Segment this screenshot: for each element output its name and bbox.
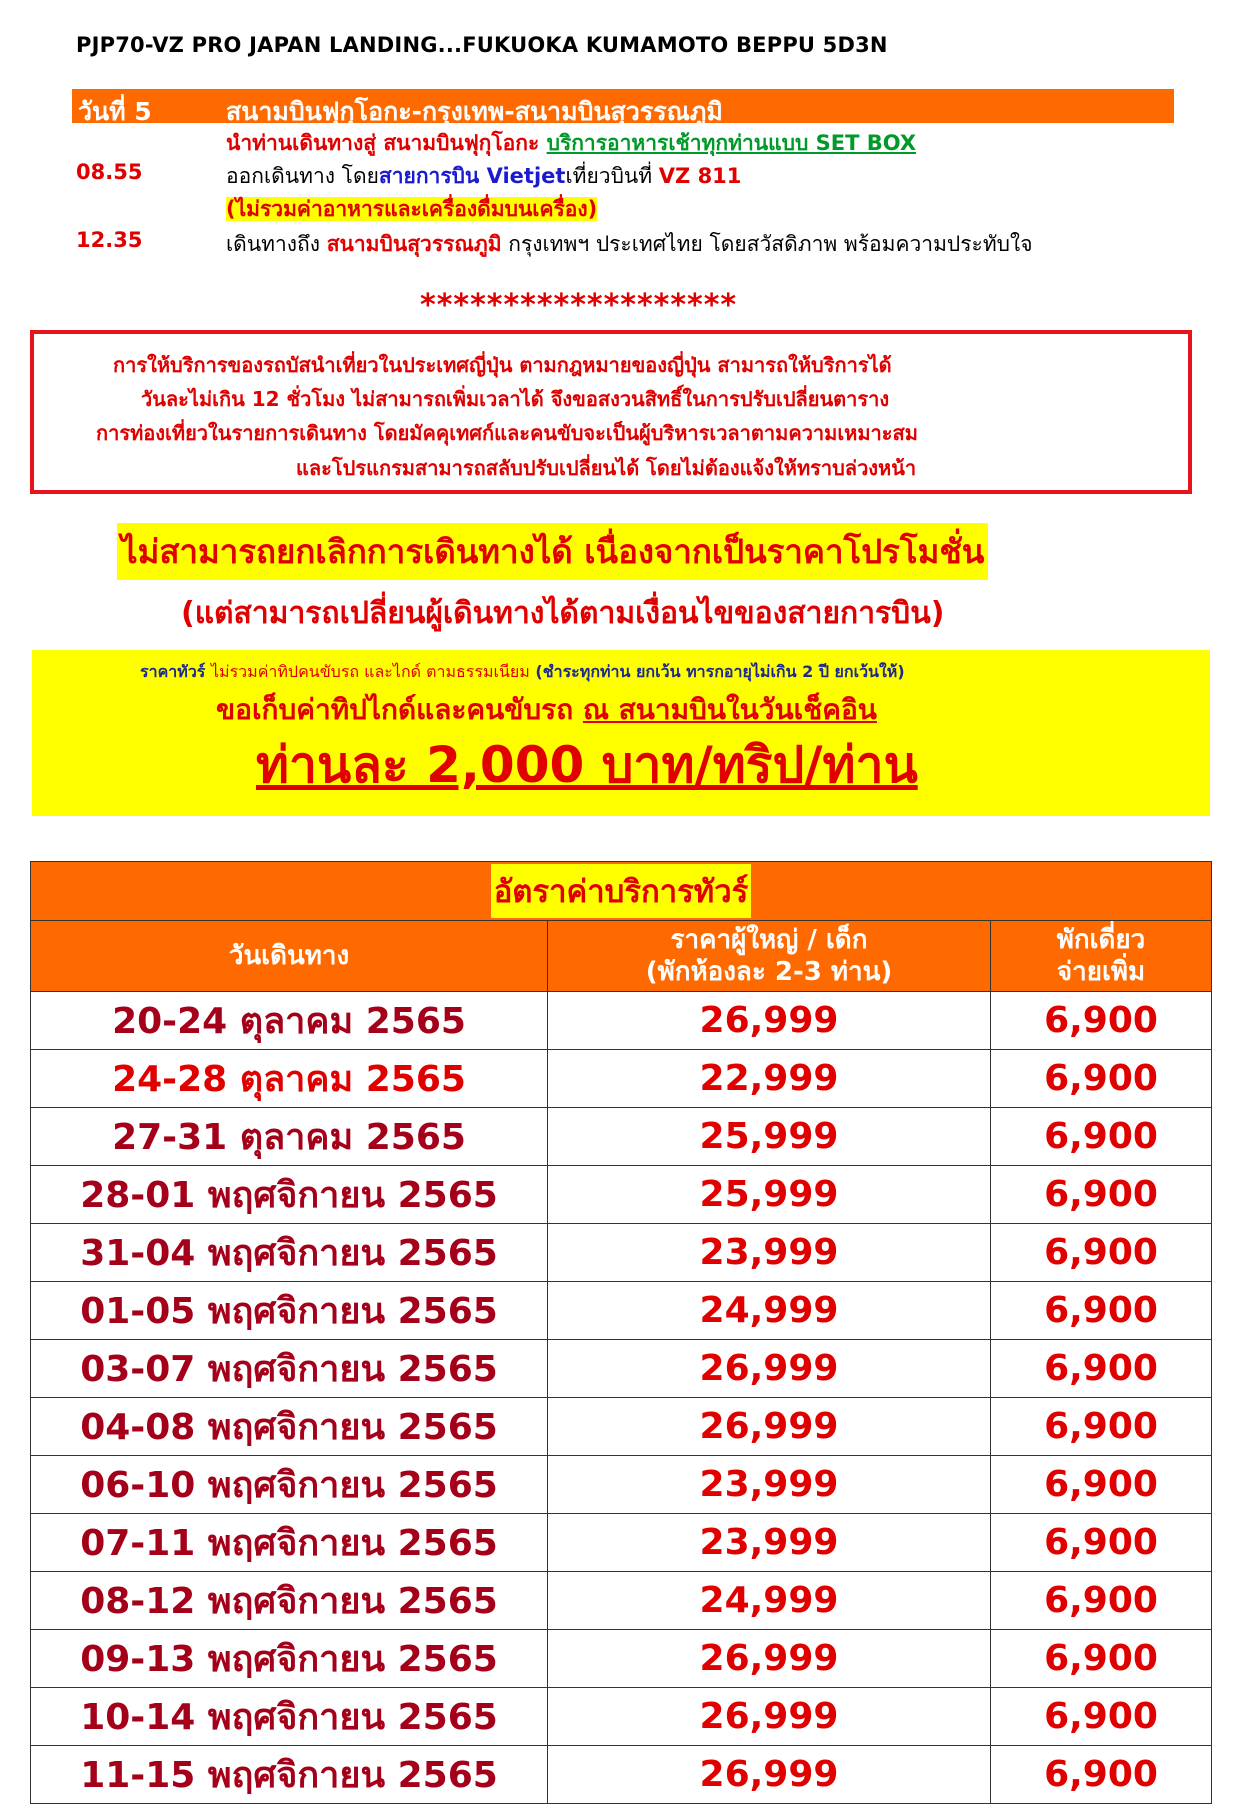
date-cell: 10-14 พฤศจิกายน 2565	[31, 1688, 548, 1746]
day-label: วันที่ 5	[78, 97, 152, 126]
price-cell: 22,999	[548, 1050, 991, 1108]
date-cell: 09-13 พฤศจิกายน 2565	[31, 1630, 548, 1688]
single-supplement-cell: 6,900	[991, 1050, 1212, 1108]
date-cell: 08-12 พฤศจิกายน 2565	[31, 1572, 548, 1630]
itinerary-text: กรุงเทพฯ ประเทศไทย โดยสวัสดิภาพ พร้อมความประทับใจ	[501, 232, 1033, 256]
table-row	[31, 1050, 1212, 1108]
date-cell: 20-24 ตุลาคม 2565	[31, 992, 548, 1050]
notice-line: วันละไม่เกิน 12 ชั่วโมง ไม่สามารถเพิ่มเวลาได้ จึงขอสงวนสิทธิ์ในการปรับเปลี่ยนตาราง	[141, 387, 890, 411]
date-cell: 27-31 ตุลาคม 2565	[31, 1108, 548, 1166]
table-row	[31, 1514, 1212, 1572]
table-row	[31, 1572, 1212, 1630]
departure-time: 08.55	[76, 160, 143, 184]
single-supplement-cell: 6,900	[991, 992, 1212, 1050]
date-cell: 11-15 พฤศจิกายน 2565	[31, 1746, 548, 1804]
notice-line: การท่องเที่ยวในรายการเดินทาง โดยมัคคุเทศก์และคนขับจะเป็นผู้บริหารเวลาตามความเหมาะสม	[96, 421, 918, 445]
table-row	[31, 1630, 1212, 1688]
itinerary-line	[226, 228, 1033, 261]
no-cancel-notice: ไม่สามารถยกเลิกการเดินทางได้ เนื่องจากเป็นราคาโปรโมชั่น	[117, 523, 988, 580]
tip-fine-print-c: (ชำระทุกท่าน ยกเว้น ทารกอายุไม่เกิน 2 ปี ยกเว้นให้)	[529, 662, 905, 681]
header-price	[548, 921, 991, 992]
tip-fine-print	[140, 660, 905, 685]
price-cell: 26,999	[548, 1688, 991, 1746]
tip-fine-print-a: ราคาทัวร์	[140, 662, 211, 681]
single-supplement-cell: 6,900	[991, 1108, 1212, 1166]
price-cell: 26,999	[548, 1746, 991, 1804]
header-price-line1: ราคาผู้ใหญ่ / เด็ก	[670, 925, 868, 955]
notice-line: และโปรแกรมสามารถสลับปรับเปลี่ยนได้ โดยไม่ต้องแจ้งให้ทราบล่วงหน้า	[296, 456, 917, 480]
header-single	[991, 921, 1212, 992]
table-row	[31, 1108, 1212, 1166]
price-cell: 24,999	[548, 1282, 991, 1340]
arrival-airport: สนามบินสุวรรณภูมิ	[326, 232, 502, 256]
itinerary-line	[226, 160, 741, 193]
day-route: สนามบินฟุกุโอกะ-กรุงเทพ-สนามบินสุวรรณภูมิ	[226, 97, 723, 126]
price-cell: 26,999	[548, 1630, 991, 1688]
price-cell: 26,999	[548, 1398, 991, 1456]
meal-exclusion-note: (ไม่รวมค่าอาหารและเครื่องดื่มบนเครื่อง)	[226, 197, 598, 221]
date-cell: 01-05 พฤศจิกายน 2565	[31, 1282, 548, 1340]
single-supplement-cell: 6,900	[991, 1572, 1212, 1630]
tip-collection-a: ขอเก็บค่าทิปไกด์และคนขับรถ	[216, 693, 583, 726]
table-row	[31, 1398, 1212, 1456]
itinerary-text: ออกเดินทาง โดย	[226, 164, 379, 188]
arrival-time: 12.35	[76, 228, 143, 252]
price-cell: 23,999	[548, 1224, 991, 1282]
breakfast-note: บริการอาหารเช้าทุกท่านแบบ SET BOX	[546, 131, 917, 155]
price-cell: 26,999	[548, 1340, 991, 1398]
single-supplement-cell: 6,900	[991, 1688, 1212, 1746]
single-supplement-cell: 6,900	[991, 1630, 1212, 1688]
date-cell: 04-08 พฤศจิกายน 2565	[31, 1398, 548, 1456]
itinerary-text: เที่ยวบินที่	[565, 164, 659, 188]
rate-table-title-cell	[31, 862, 1212, 921]
date-cell: 24-28 ตุลาคม 2565	[31, 1050, 548, 1108]
flight-number: VZ 811	[658, 164, 742, 188]
table-row	[31, 992, 1212, 1050]
change-passenger-note: (แต่สามารถเปลี่ยนผู้เดินทางได้ตามเงื่อนไขของสายการบิน)	[181, 596, 945, 631]
table-row	[31, 1224, 1212, 1282]
date-cell: 03-07 พฤศจิกายน 2565	[31, 1340, 548, 1398]
date-cell: 31-04 พฤศจิกายน 2565	[31, 1224, 548, 1282]
itinerary-text: นำท่านเดินทางสู่ สนามบินฟุกุโอกะ	[226, 131, 547, 155]
notice-line: การให้บริการของรถบัสนำเที่ยวในประเทศญี่ปุ่น ตามกฎหมายของญี่ปุ่น สามารถให้บริการได้	[113, 353, 892, 377]
header-single-line2: จ่ายเพิ่ม	[1056, 957, 1146, 987]
itinerary-line	[226, 193, 597, 226]
single-supplement-cell: 6,900	[991, 1166, 1212, 1224]
rate-table-title: อัตราค่าบริการทัวร์	[491, 864, 752, 918]
separator-stars: *******************	[420, 288, 738, 323]
single-supplement-cell: 6,900	[991, 1282, 1212, 1340]
price-cell: 23,999	[548, 1514, 991, 1572]
tip-collection-b: ณ สนามบินในวันเช็คอิน	[582, 693, 877, 726]
single-supplement-cell: 6,900	[991, 1514, 1212, 1572]
itinerary-text: เดินทางถึง	[226, 232, 327, 256]
date-cell: 06-10 พฤศจิกายน 2565	[31, 1456, 548, 1514]
price-cell: 25,999	[548, 1166, 991, 1224]
rate-table	[30, 861, 1212, 1804]
price-cell: 23,999	[548, 1456, 991, 1514]
tip-fine-print-b: ไม่รวมค่าทิปคนขับรถ และไกด์ ตามธรรมเนียม	[210, 662, 530, 681]
table-row	[31, 1282, 1212, 1340]
single-supplement-cell: 6,900	[991, 1746, 1212, 1804]
single-supplement-cell: 6,900	[991, 1456, 1212, 1514]
price-cell: 25,999	[548, 1108, 991, 1166]
rate-rows	[31, 992, 1212, 1804]
table-row	[31, 1166, 1212, 1224]
header-single-line1: พักเดี่ยว	[1056, 925, 1146, 955]
price-cell: 26,999	[548, 992, 991, 1050]
airline-name: สายการบิน Vietjet	[378, 164, 566, 188]
header-date	[31, 921, 548, 992]
date-cell: 28-01 พฤศจิกายน 2565	[31, 1166, 548, 1224]
table-row	[31, 1746, 1212, 1804]
header-date-label: วันเดินทาง	[228, 941, 350, 971]
date-cell: 07-11 พฤศจิกายน 2565	[31, 1514, 548, 1572]
table-row	[31, 1340, 1212, 1398]
single-supplement-cell: 6,900	[991, 1340, 1212, 1398]
tip-amount: ท่านละ 2,000 บาท/ทริป/ท่าน	[256, 736, 918, 794]
table-row	[31, 1456, 1212, 1514]
price-cell: 24,999	[548, 1572, 991, 1630]
single-supplement-cell: 6,900	[991, 1398, 1212, 1456]
document-title: PJP70-VZ PRO JAPAN LANDING...FUKUOKA KUMAMOTO BEPPU 5D3N	[76, 33, 888, 57]
itinerary-line	[226, 127, 916, 160]
single-supplement-cell: 6,900	[991, 1224, 1212, 1282]
table-row	[31, 1688, 1212, 1746]
header-price-line2: (พักห้องละ 2-3 ท่าน)	[645, 957, 893, 987]
